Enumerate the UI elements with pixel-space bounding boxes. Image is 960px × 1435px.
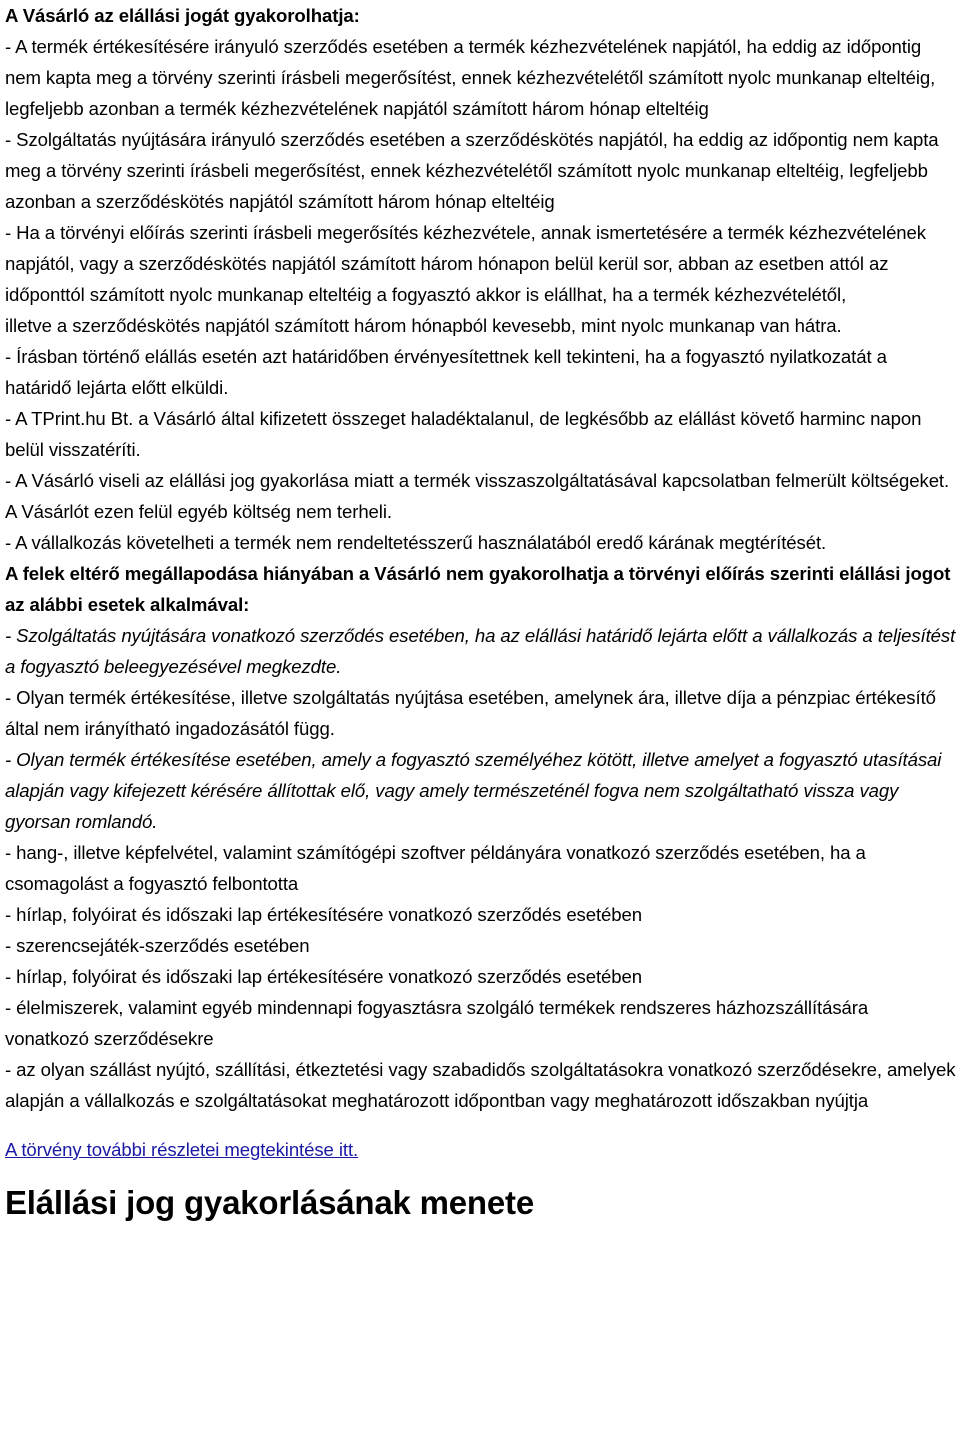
exception-item: - szerencsejáték-szerződés esetében (5, 935, 310, 956)
withdrawal-condition-confirmation: - Ha a törvényi előírás szerinti írásbeli megerősítés kézhezvétele, annak ismertetésére a termék kézhezvételének napjától, vagy a szerződéskötés napjától számított három hónapon belül kerül sor, abban az esetben attól az időponttól számított nyolc munkanap elteltéig a fogyasztó akkor is elállhat, ha a termék kézhezvételétől, (5, 222, 926, 305)
exception-item: - hírlap, folyóirat és időszaki lap értékesítésére vonatkozó szerződés esetében (5, 904, 643, 925)
exception-item: - hírlap, folyóirat és időszaki lap értékesítésére vonatkozó szerződés esetében (5, 966, 643, 987)
withdrawal-costs: - A Vásárló viseli az elállási jog gyakorlása miatt a termék visszaszolgáltatásával kapcsolatban felmerült költségeket. A Vásárlót ezen felül egyéb költség nem terheli. (5, 470, 950, 522)
withdrawal-condition-remaining: illetve a szerződéskötés napjától számított három hónapból kevesebb, mint nyolc munkanap van hátra. (5, 315, 842, 336)
exception-item: - Olyan termék értékesítése, illetve szolgáltatás nyújtása esetében, amelynek ára, illetve díja a pénzpiac értékesítő által nem irányítható ingadozásától függ. (5, 687, 936, 739)
withdrawal-written-notice: - Írásban történő elállás esetén azt határidőben érvényesítettnek kell tekinteni, ha a fogyasztó nyilatkozatát a határidő lejárta előtt elküldi. (5, 346, 887, 398)
law-details-link[interactable]: A törvény további részletei megtekintése itt. (5, 1139, 359, 1160)
withdrawal-damages: - A vállalkozás követelheti a termék nem rendeltetésszerű használatából eredő kárának megtérítését. (5, 532, 827, 553)
exception-item: - Szolgáltatás nyújtására vonatkozó szerződés esetében, ha az elállási határidő lejárta előtt a vállalkozás a teljesítést a fogyasztó beleegyezésével megkezdte. (5, 625, 956, 677)
spacer (5, 1116, 957, 1134)
exceptions-list (5, 620, 957, 1116)
withdrawal-process-heading: Elállási jog gyakorlásának menete (5, 1184, 534, 1221)
exception-item: - az olyan szállást nyújtó, szállítási, étkeztetési vagy szabadidős szolgáltatásokra vonatkozó szerződésekre, amelyek alapján a vállalkozás e szolgáltatásokat meghatározott időpontban vagy meghatározott időszakban nyújtja (5, 1059, 956, 1111)
exception-item: - hang-, illetve képfelvétel, valamint számítógépi szoftver példányára vonatkozó szerződés esetében, ha a csomagolást a fogyasztó felbontotta (5, 842, 866, 894)
exception-item: - Olyan termék értékesítése esetében, amely a fogyasztó személyéhez kötött, illetve amelyet a fogyasztó utasításai alapján vagy kifejezett kérésére állítottak elő, vagy amely természeténél fogva nem szolgáltatható vissza vagy gyorsan romlandó. (5, 749, 942, 832)
exceptions-title: A felek eltérő megállapodása hiányában a Vásárló nem gyakorolhatja a törvényi előírás szerinti elállási jogot az alábbi esetek alkalmával: (5, 563, 951, 615)
withdrawal-condition-product: - A termék értékesítésére irányuló szerződés esetében a termék kézhezvételének napjától, ha eddig az időpontig nem kapta meg a törvény szerinti írásbeli megerősítést, ennek kézhezvételétől számított nyolc munkanap elteltéig, legfeljebb azonban a termék kézhezvételének napjától számított három hónap elteltéig (5, 36, 936, 119)
withdrawal-condition-service: - Szolgáltatás nyújtására irányuló szerződés esetében a szerződéskötés napjától, ha eddig az időpontig nem kapta meg a törvény szerinti írásbeli megerősítést, ennek kézhezvételétől számított nyolc munkanap elteltéig, legfeljebb azonban a szerződéskötés napjától számított három hónap elteltéig (5, 129, 939, 212)
withdrawal-conditions-list (5, 31, 957, 558)
document-body (5, 0, 957, 1223)
section-title: A Vásárló az elállási jogát gyakorolhatja: (5, 5, 360, 26)
exception-item: - élelmiszerek, valamint egyéb mindennapi fogyasztásra szolgáló termékek rendszeres házhozszállítására vonatkozó szerződésekre (5, 997, 869, 1049)
withdrawal-refund: - A TPrint.hu Bt. a Vásárló által kifizetett összeget haladéktalanul, de legkésőbb az elállást követő harminc napon belül visszatéríti. (5, 408, 922, 460)
law-details-paragraph (5, 1134, 957, 1165)
